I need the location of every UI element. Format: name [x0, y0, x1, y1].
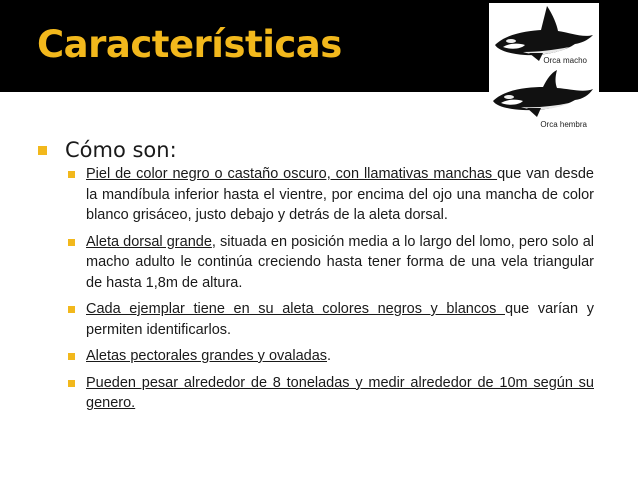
- item-text: .: [327, 348, 332, 364]
- item-underlined-text: Cada ejemplar tiene en su aleta colores negros y blancos: [86, 301, 506, 317]
- bullet-square-icon: [68, 171, 75, 178]
- orca-female-caption: Orca hembra: [540, 120, 587, 129]
- orca-female-image: [489, 67, 599, 131]
- item-text: que varían y permiten identificarlos.: [86, 301, 594, 338]
- item-underlined-text: Aletas pectorales grandes y ovaladas: [86, 348, 328, 364]
- slide-title: Características: [37, 23, 342, 66]
- list-item: [66, 299, 594, 340]
- main-bullet-label: Cómo son:: [65, 138, 177, 162]
- list-item: [66, 346, 594, 367]
- item-underlined-text: Aleta dorsal grande: [86, 233, 212, 250]
- list-item: [66, 232, 594, 294]
- bullet-square-icon: [38, 146, 47, 155]
- orca-male-image: [489, 3, 599, 67]
- orca-male-caption: Orca macho: [543, 56, 587, 65]
- list-item: [66, 373, 594, 414]
- bullet-square-icon: [68, 306, 75, 313]
- main-bullet: [38, 138, 177, 162]
- bullet-square-icon: [68, 380, 75, 387]
- sub-bullet-list: [66, 164, 594, 420]
- item-underlined-text: Pueden pesar alrededor de 8 toneladas y medir alrededor de 10m según su genero.: [86, 374, 594, 411]
- item-text: , situada en posición media a lo largo del lomo, pero solo al macho adulto le continúa creciendo hasta tener forma de una vela triangular de hasta 1,8m de altura.: [86, 233, 594, 291]
- bullet-square-icon: [68, 239, 75, 246]
- item-underlined-text: Piel de color negro o castaño oscuro, con llamativas manchas: [86, 166, 498, 182]
- item-text: que van desde la mandíbula inferior hasta el vientre, por encima del ojo una mancha de color blanco grisáceo, justo debajo y detrás de la aleta dorsal.: [86, 166, 594, 223]
- bullet-square-icon: [68, 353, 75, 360]
- list-item: [66, 164, 594, 226]
